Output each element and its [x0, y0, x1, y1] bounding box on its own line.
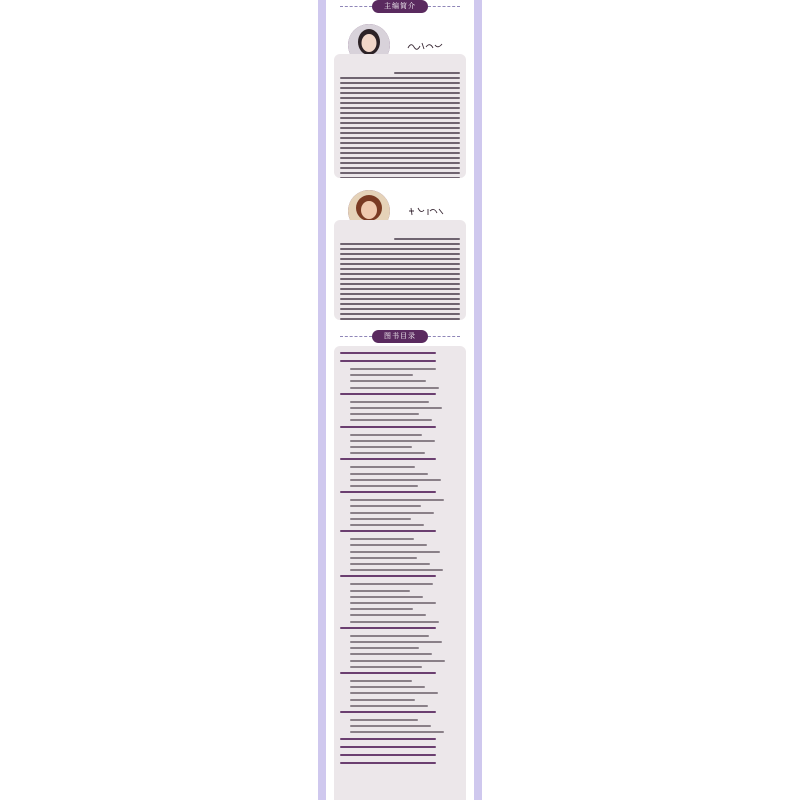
- toc-item-line: [350, 583, 433, 585]
- toc-item-line: [350, 473, 428, 475]
- toc-item-line: [350, 380, 426, 382]
- editors-section-header: [326, 0, 474, 14]
- toc-item-line: [350, 518, 411, 520]
- bio-text-line: [340, 102, 460, 104]
- bio-text-line: [340, 273, 460, 275]
- toc-section-title: 图书目录: [372, 330, 428, 343]
- bio-text-line: [340, 77, 460, 79]
- bio-text-line: [340, 87, 460, 89]
- toc-item-line: [350, 499, 444, 501]
- toc-chapter-line: [340, 627, 436, 629]
- bio-text-line: [340, 177, 460, 178]
- bio-text-line: [394, 72, 460, 74]
- toc-item-line: [350, 635, 429, 637]
- toc-item-line: [350, 596, 423, 598]
- toc-card: [334, 346, 466, 800]
- toc-item-line: [350, 413, 419, 415]
- toc-item-line: [350, 434, 422, 436]
- content-column: [326, 0, 474, 800]
- toc-section-header: [326, 330, 474, 344]
- bio-text-line: [394, 238, 460, 240]
- toc-item-line: [350, 374, 413, 376]
- bio-text-line: [340, 268, 460, 270]
- toc-chapter-line: [340, 754, 436, 756]
- toc-item-line: [350, 614, 426, 616]
- toc-item-line: [350, 719, 418, 721]
- toc-item-line: [350, 551, 440, 553]
- toc-item-line: [350, 569, 443, 571]
- toc-item-line: [350, 666, 422, 668]
- header-divider-right: [428, 6, 460, 7]
- toc-item-line: [350, 401, 429, 403]
- toc-chapter-line: [340, 711, 436, 713]
- toc-item-line: [350, 699, 415, 701]
- toc-chapter-line: [340, 530, 436, 532]
- toc-chapter-line: [340, 672, 436, 674]
- toc-chapter-line: [340, 352, 436, 354]
- toc-item-line: [350, 731, 444, 733]
- editor-2-bio-card: [334, 220, 466, 320]
- bio-text-line: [340, 97, 460, 99]
- bio-text-line: [340, 117, 460, 119]
- bio-text-line: [340, 82, 460, 84]
- toc-chapter-line: [340, 575, 436, 577]
- toc-chapter-line: [340, 393, 436, 395]
- toc-item-line: [350, 686, 425, 688]
- bio-text-line: [340, 243, 460, 245]
- header-divider-left: [340, 6, 372, 7]
- bio-text-line: [340, 308, 460, 310]
- toc-item-line: [350, 563, 430, 565]
- editors-section-title: 主编简介: [372, 0, 428, 13]
- toc-item-line: [350, 725, 431, 727]
- toc-item-line: [350, 621, 439, 623]
- editor-2-signature: [406, 205, 446, 217]
- toc-item-line: [350, 368, 436, 370]
- toc-item-line: [350, 505, 421, 507]
- toc-chapter-line: [340, 762, 436, 764]
- toc-chapter-line: [340, 491, 436, 493]
- bio-text-line: [340, 132, 460, 134]
- bio-text-line: [340, 127, 460, 129]
- header-divider-right: [428, 336, 460, 337]
- bio-text-line: [340, 318, 460, 320]
- toc-item-line: [350, 647, 419, 649]
- toc-item-line: [350, 653, 432, 655]
- toc-item-line: [350, 692, 438, 694]
- toc-item-line: [350, 479, 441, 481]
- bio-text-line: [340, 137, 460, 139]
- toc-item-line: [350, 544, 427, 546]
- toc-item-line: [350, 705, 428, 707]
- toc-item-line: [350, 419, 432, 421]
- toc-item-line: [350, 538, 414, 540]
- bio-text-line: [340, 253, 460, 255]
- toc-item-line: [350, 440, 435, 442]
- toc-item-line: [350, 590, 410, 592]
- bio-text-line: [340, 313, 460, 315]
- toc-item-line: [350, 608, 413, 610]
- toc-chapter-line: [340, 746, 436, 748]
- bio-text-line: [340, 157, 460, 159]
- bio-text-line: [340, 303, 460, 305]
- bio-text-line: [340, 107, 460, 109]
- toc-item-line: [350, 602, 436, 604]
- header-divider-left: [340, 336, 372, 337]
- toc-item-line: [350, 485, 418, 487]
- toc-item-line: [350, 466, 415, 468]
- bio-text-line: [340, 288, 460, 290]
- bio-text-line: [340, 167, 460, 169]
- toc-item-line: [350, 407, 442, 409]
- toc-item-line: [350, 446, 412, 448]
- bio-text-line: [340, 283, 460, 285]
- toc-item-line: [350, 524, 424, 526]
- bio-text-line: [340, 122, 460, 124]
- toc-item-line: [350, 680, 412, 682]
- bio-text-line: [340, 172, 460, 174]
- toc-item-line: [350, 512, 434, 514]
- toc-item-line: [350, 387, 439, 389]
- toc-item-line: [350, 557, 417, 559]
- editor-1-signature: [406, 40, 446, 52]
- bio-text-line: [340, 263, 460, 265]
- bio-text-line: [340, 92, 460, 94]
- toc-chapter-line: [340, 738, 436, 740]
- bio-text-line: [340, 258, 460, 260]
- bio-text-line: [340, 293, 460, 295]
- toc-chapter-line: [340, 426, 436, 428]
- bio-text-line: [340, 162, 460, 164]
- bio-text-line: [340, 147, 460, 149]
- toc-item-line: [350, 452, 425, 454]
- bio-text-line: [340, 248, 460, 250]
- toc-chapter-line: [340, 458, 436, 460]
- bio-text-line: [340, 278, 460, 280]
- toc-chapter-line: [340, 360, 436, 362]
- editor-1-bio-card: [334, 54, 466, 178]
- toc-item-line: [350, 641, 442, 643]
- bio-text-line: [340, 112, 460, 114]
- toc-item-line: [350, 660, 445, 662]
- bio-text-line: [340, 298, 460, 300]
- bio-text-line: [340, 152, 460, 154]
- bio-text-line: [340, 142, 460, 144]
